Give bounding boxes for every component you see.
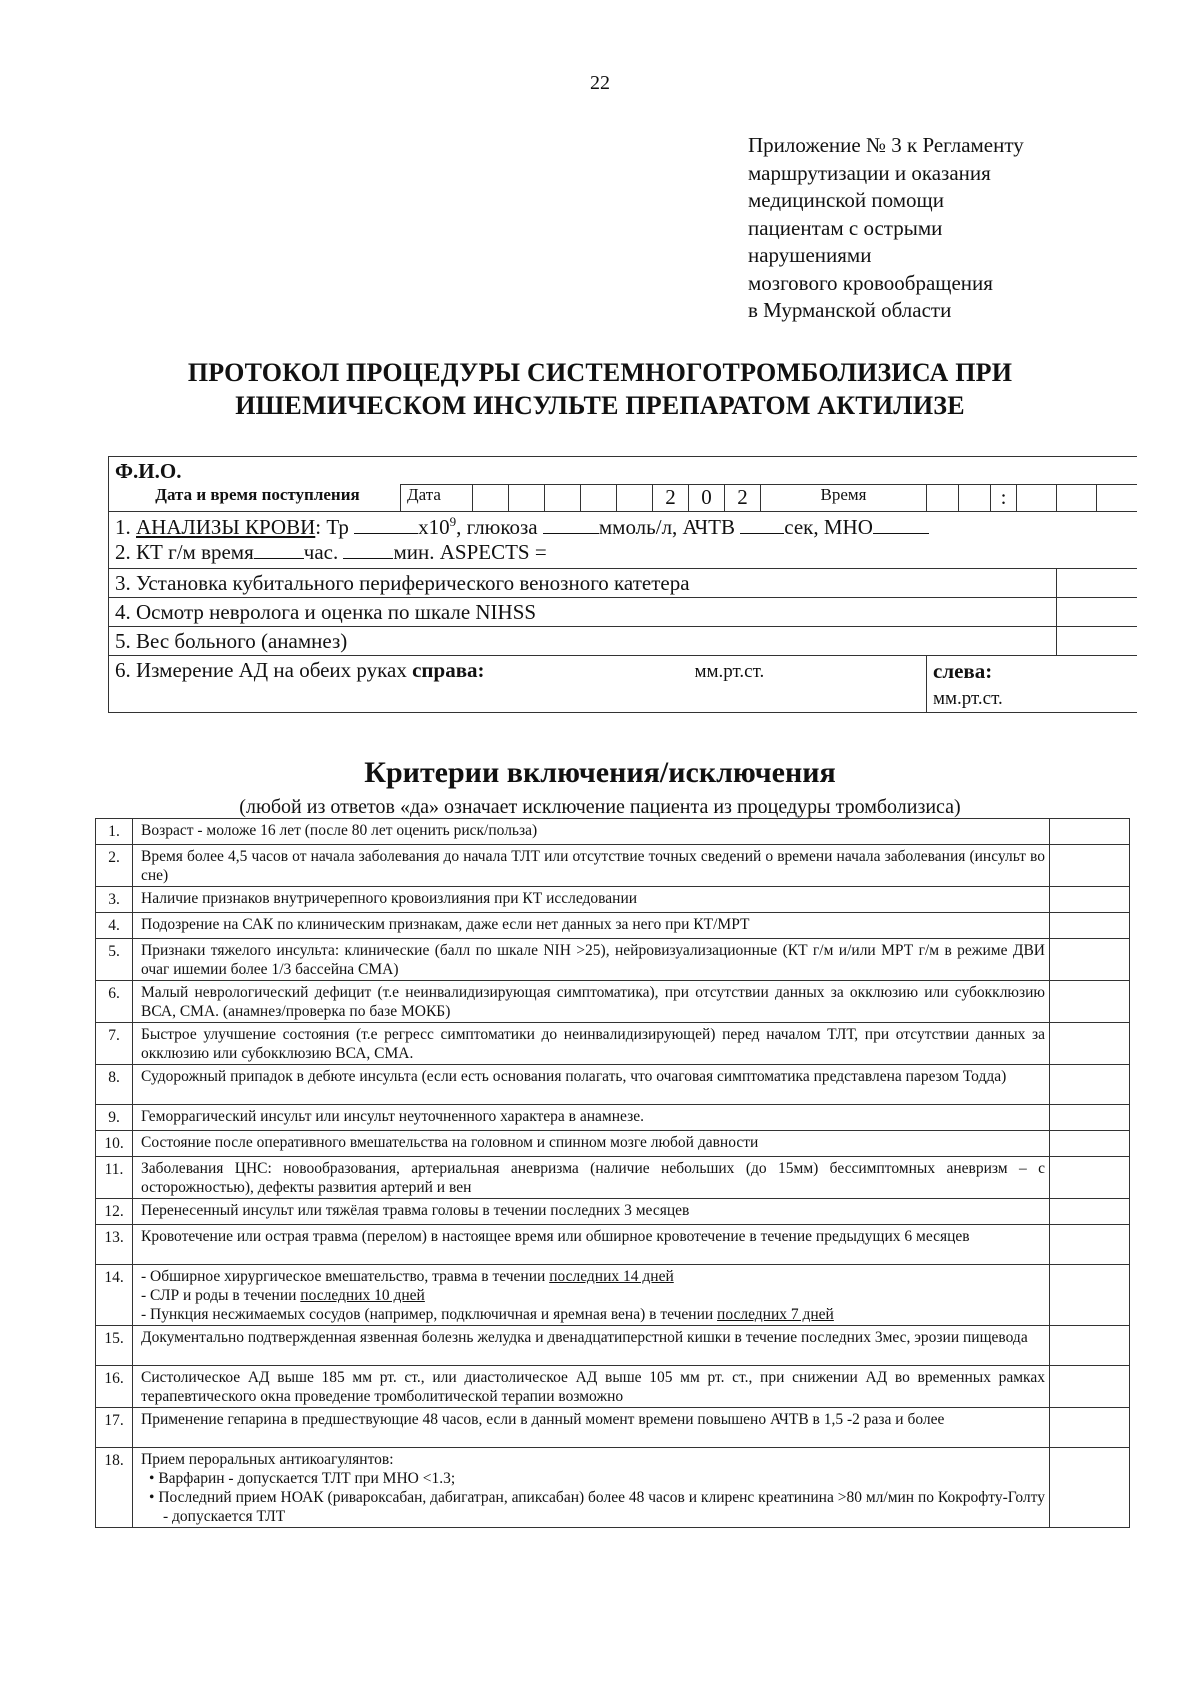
appendix-line: в Мурманской области [748,298,952,322]
criteria-text: Судорожный припадок в дебюте инсульта (если есть основания полагать, что очаговая симптоматика представлена парезом Тодда) [133,1065,1050,1105]
criteria-number: 11. [96,1157,133,1199]
criteria-number: 17. [96,1408,133,1448]
criteria-subline [141,1267,1045,1286]
criteria-answer-cell[interactable] [1050,939,1130,981]
criteria-number: 12. [96,1199,133,1225]
criteria-number: 14. [96,1265,133,1326]
checklist-mark-cell[interactable] [1057,569,1137,598]
criteria-bullet-text: Варфарин - допускается ТЛТ при МНО <1.3; [158,1470,456,1487]
criteria-number: 7. [96,1023,133,1065]
year-digit: 2 [725,485,761,512]
criteria-number: 16. [96,1366,133,1408]
criteria-answer-cell[interactable] [1050,1065,1130,1105]
criteria-row [96,1408,1130,1448]
criteria-text: Систолическое АД выше 185 мм рт. ст., или диастолическое АД выше 105 мм рт. ст., при снижении АД во временных рамках терапевтического окна проведение тромболитической терапии возможно [133,1366,1050,1408]
criteria-number: 2. [96,845,133,887]
criteria-text: Применение гепарина в предшествующие 48 часов, если в данный момент времени повышено АЧТВ в 1,5 -2 раза и более [133,1408,1050,1448]
checklist-item: 5. Вес больного (анамнез) [109,627,1057,656]
criteria-text: Заболевания ЦНС: новообразования, артериальная аневризма (наличие небольших (до 15мм) бессимптомных аневризм – с осторожностью), дефекты развития артерий и вен [133,1157,1050,1199]
criteria-row [96,887,1130,913]
criteria-row [96,1265,1130,1326]
criteria-text: Перенесенный инсульт или тяжёлая травма головы в течении последних 3 месяцев [133,1199,1050,1225]
criteria-number: 18. [96,1448,133,1528]
title-line: ПРОТОКОЛ ПРОЦЕДУРЫ СИСТЕМНОГОТРОМБОЛИЗИСА ПРИ [187,358,1013,387]
platelets-exponent: 9 [449,514,457,529]
criteria-row [96,1366,1130,1408]
criteria-subline-text: - Обширное хирургическое вмешательство, травма в течении [141,1268,550,1285]
criteria-text [133,1265,1050,1326]
criteria-number: 8. [96,1065,133,1105]
criteria-text: Кровотечение или острая травма (перелом) в настоящее время или обширное кровотечение в течение предыдущих 6 месяцев [133,1225,1050,1265]
glucose-field[interactable] [543,515,599,534]
criteria-answer-cell[interactable] [1050,1366,1130,1408]
criteria-row [96,1065,1130,1105]
checklist-item: 3. Установка кубитального периферического венозного катетера [109,569,1057,598]
criteria-answer-cell[interactable] [1050,913,1130,939]
date-cell[interactable] [473,485,509,512]
appendix-line: пациентам с острыми [748,215,943,240]
criteria-subline-period: последних 10 дней [300,1287,425,1304]
criteria-text: Подозрение на САК по клиническим признакам, даже если нет данных за него при КТ/МРТ [133,913,1050,939]
criteria-answer-cell[interactable] [1050,845,1130,887]
date-cell[interactable] [545,485,581,512]
criteria-row [96,981,1130,1023]
criteria-text: Геморрагический инсульт или инсульт неуточненного характера в анамнезе. [133,1105,1050,1131]
checklist-row [109,569,1137,598]
criteria-number: 9. [96,1105,133,1131]
criteria-row [96,819,1130,845]
criteria-bullet [141,1488,1045,1526]
date-label: Дата [401,485,473,512]
criteria-row [96,1225,1130,1265]
bp-left-unit: мм.рт.ст. [933,688,1003,709]
criteria-row [96,1199,1130,1225]
criteria-text: Быстрое улучшение состояния (т.е регресс симптоматики до неинвалидизирующей) перед началом ТЛТ, при отсутствии данных за окклюзию или субокклюзию ВСА, СМА. [133,1023,1050,1065]
criteria-number: 1. [96,819,133,845]
criteria-row [96,913,1130,939]
criteria-answer-cell[interactable] [1050,1131,1130,1157]
criteria-answer-cell[interactable] [1050,887,1130,913]
criteria-answer-cell[interactable] [1050,1326,1130,1366]
checklist-row [109,598,1137,627]
criteria-number: 15. [96,1326,133,1366]
bp-right-unit: мм.рт.ст. [694,661,765,682]
criteria-answer-cell[interactable] [1050,1225,1130,1265]
platelets-label: : Тр [315,515,349,539]
criteria-row [96,939,1130,981]
fio-label: Ф.И.О. [109,457,1137,485]
criteria-subline-text: - СЛР и роды в течении [141,1287,301,1304]
criteria-answer-cell[interactable] [1050,819,1130,845]
patient-header-form [108,456,1137,713]
appendix-note [748,132,1168,325]
criteria-row [96,1157,1130,1199]
platelets-unit: х10 [418,515,450,539]
criteria-text: Состояние после оперативного вмешательства на головном и спинном мозге любой давности [133,1131,1050,1157]
checklist-row [109,627,1137,656]
criteria-text: Документально подтвержденная язвенная болезнь желудка и двенадцатиперстной кишки в течение последних 3мес, эрозии пищевода [133,1326,1050,1366]
date-cell[interactable] [509,485,545,512]
criteria-number: 3. [96,887,133,913]
checklist-mark-cell[interactable] [1057,598,1137,627]
aptt-label: АЧТВ [682,515,736,539]
bullet-icon: • [149,1489,159,1506]
criteria-answer-cell[interactable] [1050,1199,1130,1225]
criteria-row [96,1448,1130,1528]
blood-tests-number: 1. [115,515,131,539]
criteria-bullet [141,1469,1045,1488]
bullet-icon: • [149,1470,159,1487]
checklist-mark-cell[interactable] [1057,627,1137,656]
criteria-number: 5. [96,939,133,981]
criteria-text: Время более 4,5 часов от начала заболевания до начала ТЛТ или отсутствие точных сведений о времени начала заболевания (инсульт во сне) [133,845,1050,887]
platelets-field[interactable] [354,515,418,534]
year-digit: 2 [653,485,689,512]
criteria-row [96,1105,1130,1131]
time-label: Время [761,485,927,512]
criteria-subline-period: последних 7 дней [717,1306,834,1323]
appendix-line: медицинской помощи [748,188,944,212]
date-cell[interactable] [617,485,653,512]
criteria-answer-cell[interactable] [1050,1408,1130,1448]
aptt-field[interactable] [740,515,784,534]
criteria-number: 6. [96,981,133,1023]
bp-right-label: справа: [412,658,485,682]
time-cell[interactable] [1097,485,1137,512]
blood-pressure-row [109,656,1137,713]
glucose-label: , глюкоза [456,515,538,539]
criteria-subline [141,1305,1045,1324]
time-cell[interactable] [1057,485,1097,512]
bp-left-label: слева: [933,659,993,683]
document-title [60,356,1140,422]
criteria-intro: Прием пероральных антикоагулянтов: [141,1451,394,1468]
criteria-number: 10. [96,1131,133,1157]
admission-label: Дата и время поступления [109,485,401,512]
criteria-subline-text: - Пункция несжимаемых сосудов (например, подключичная и яремная вена) в течении [141,1306,718,1323]
inr-label: МНО [823,515,873,539]
criteria-text [133,1448,1050,1528]
criteria-answer-cell[interactable] [1050,1105,1130,1131]
criteria-subline-period: последних 14 дней [549,1268,674,1285]
criteria-answer-cell[interactable] [1050,1023,1130,1065]
date-cell[interactable] [581,485,617,512]
criteria-title: Критерии включения/исключения [364,756,836,789]
criteria-answer-cell[interactable] [1050,981,1130,1023]
criteria-answer-cell[interactable] [1050,1448,1130,1528]
time-separator: : [991,485,1017,512]
blood-tests-label: АНАЛИЗЫ КРОВИ [136,515,316,539]
time-cell[interactable] [927,485,959,512]
criteria-text: Наличие признаков внутричерепного кровоизлияния при КТ исследовании [133,887,1050,913]
criteria-row [96,1326,1130,1366]
criteria-text: Малый неврологический дефицит (т.е неинвалидизирующая симптоматика), при отсутствии данных за окклюзию или субокклюзию ВСА, СМА. (анамнез/проверка по базе МОКБ) [133,981,1050,1023]
checklist-item: 4. Осмотр невролога и оценка по шкале NIHSS [109,598,1057,627]
time-cell[interactable] [1017,485,1057,512]
ct-time-label: 2. КТ г/м время [115,540,254,564]
ct-hours-field[interactable] [254,540,304,559]
criteria-row [96,845,1130,887]
page-number: 22 [590,72,610,94]
admission-row [109,485,1137,512]
inr-field[interactable] [873,515,929,534]
title-line: ИШЕМИЧЕСКОМ ИНСУЛЬТЕ ПРЕПАРАТОМ АКТИЛИЗЕ [235,391,965,420]
appendix-line: Приложение № 3 к Регламенту [748,133,1024,157]
criteria-answer-cell[interactable] [1050,1265,1130,1326]
appendix-line: мозгового кровообращения [748,270,993,295]
criteria-bullet-text: Последний прием НОАК (ривароксабан, дабигатран, апиксабан) более 48 часов и клиренс креатинина >80 мл/мин по Кокрофту-Голту - допускается ТЛТ [158,1489,1045,1525]
ct-minutes-aspects: мин. ASPECTS = [393,540,547,564]
criteria-text: Признаки тяжелого инсульта: клинические (балл по шкале NIH >25), нейровизуализационные (КТ г/м и/или МРТ г/м в режиме ДВИ очаг ишемии более 1/3 бассейна СМА) [133,939,1050,981]
ct-row [109,540,1137,569]
aptt-unit: сек, [784,515,819,539]
criteria-answer-cell[interactable] [1050,1157,1130,1199]
ct-minutes-field[interactable] [343,540,393,559]
blood-tests-row [109,512,1137,541]
year-digit: 0 [689,485,725,512]
criteria-subline [141,1286,1045,1305]
glucose-unit: ммоль/л, [598,515,678,539]
bp-label: 6. Измерение АД на обеих руках [115,658,407,682]
appendix-line: нарушениями [748,243,872,267]
criteria-row [96,1023,1130,1065]
criteria-row [96,1131,1130,1157]
ct-hours-unit: час. [303,540,339,564]
time-cell[interactable] [959,485,991,512]
criteria-number: 4. [96,913,133,939]
exclusion-criteria-table [95,818,1130,1528]
criteria-note: (любой из ответов «да» означает исключение пациента из процедуры тромболизиса) [239,796,961,818]
criteria-text: Возраст - моложе 16 лет (после 80 лет оценить риск/польза) [133,819,1050,845]
appendix-line: маршрутизации и оказания [748,160,991,185]
criteria-number: 13. [96,1225,133,1265]
